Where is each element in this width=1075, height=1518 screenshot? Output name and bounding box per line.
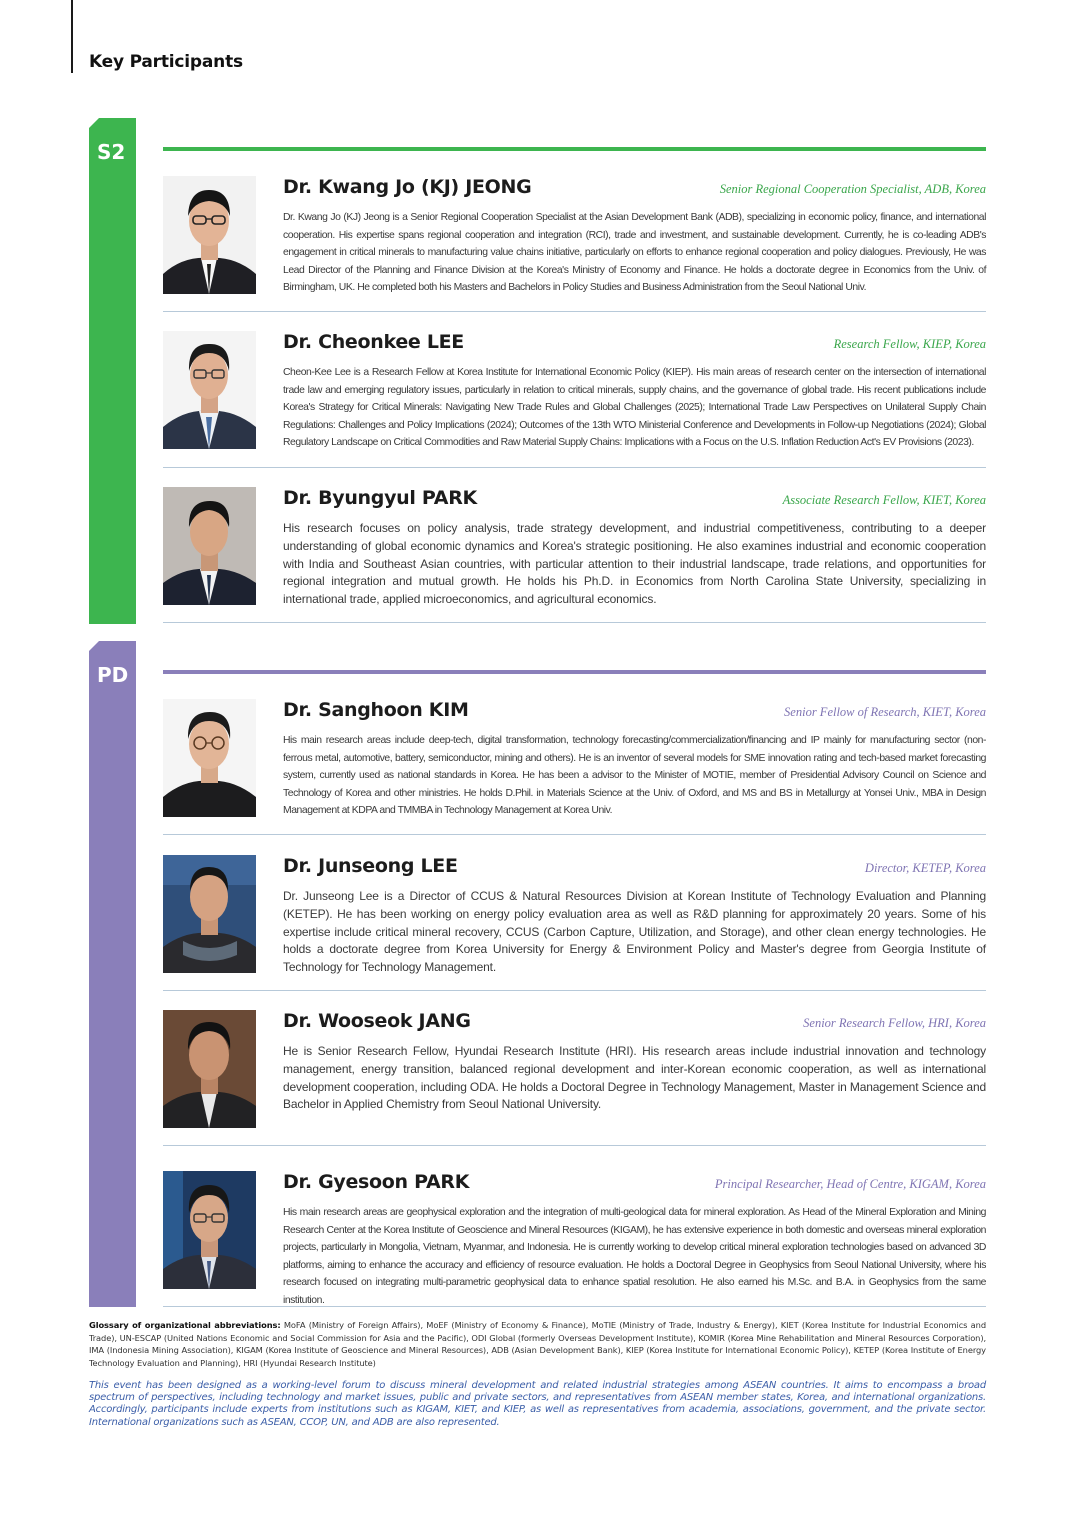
participant-name: Dr. Kwang Jo (KJ) JEONG [283,176,532,198]
participant-role: Director, KETEP, Korea [864,861,986,875]
section-rule-s2 [163,147,986,151]
participant-role: Research Fellow, KIEP, Korea [833,337,986,351]
section-label-s2: S2 [97,140,126,164]
separator [163,990,986,991]
glossary-title: Glossary of organizational abbreviations: [89,1320,281,1330]
participant-name: Dr. Byungyul PARK [283,487,477,509]
participant-photo [163,487,256,605]
participant-role: Senior Regional Cooperation Specialist, ADB, Korea [719,182,986,196]
separator [163,834,986,835]
section-bar-s2 [89,118,136,624]
separator [163,311,986,312]
participant-photo [163,1171,256,1289]
participant-name: Dr. Sanghoon KIM [283,699,469,721]
page-title: Key Participants [89,52,243,72]
participant-bio: His main research areas are geophysical exploration and the integration of multi-geological data for mineral exploration. As Head of the Mineral Exploration and Mining Research Center at the Korea Institute of Geoscience and Mineral Resources (KIGAM), he has extensive experience in both domestic and overseas mineral exploration projects, particularly in Mongolia, Vietnam, Myanmar, and Indonesia. He is currently working to develop critical mineral exploration technologies based on advanced 3D platforms, aiming to enhance the accuracy and efficiency of resource evaluation. He holds a Doctoral Degree in Geophysics from Seoul National University, where his research focused on integrating multi-parametric geophysical data to enhance spatial resolution. He also earned his M.Sc. and B.A. in Geophysics from the same institution. [283,1207,986,1306]
participant-bio: He is Senior Research Fellow, Hyundai Research Institute (HRI). His research areas include industrial innovation and technology management, energy transition, balanced regional development and inter-Korean economic cooperation, as well as international development cooperation, including ODA. He holds a Doctoral Degree in Technology Management, Master in Management Science and Bachelor in Applied Chemistry from Seoul National University. [283,1044,986,1112]
separator [163,1306,986,1307]
header-rule [71,0,73,73]
section-bar-pd [89,641,136,1307]
participant-bio: Dr. Kwang Jo (KJ) Jeong is a Senior Regional Cooperation Specialist at the Asian Development Bank (ADB), specializing in economic policy, finance, and international cooperation. His expertise spans regional cooperation and integration (RCI), trade and investment, and sustainable development. Currently, he is co-leading ADB's engagement in critical minerals to manufacturing value chains initiative, particularly on efforts to enhance regional cooperation and policy dialogues. Previously, He was Lead Director of the Planning and Finance Division at the Korea's Ministry of Economy and Finance. He holds a doctorate degree in Economics from the Univ. of Birmingham, UK. He completed both his Masters and Bachelors in Policy Studies and Business Administration from the Seoul National Univ. [283,212,986,294]
participant-bio: Dr. Junseong Lee is a Director of CCUS & Natural Resources Division at Korean Institute of Technology Evaluation and Planning (KETEP). He has been working on energy policy evaluation area as well as R&D planning for approximately 20 years. Some of his expertise include critical mineral recovery, CCUS (Carbon Capture, Utilization, and Storage), and other clean energy technologies. He holds a doctorate degree from Korea University for Energy & Environment Policy and Master's degree from Georgia Institute of Technology for Technology Management. [283,889,986,975]
separator [163,467,986,468]
participant-photo [163,699,256,817]
participant-role: Associate Research Fellow, KIET, Korea [782,493,986,507]
section-label-pd: PD [97,663,129,687]
section-bar-notch [89,118,99,128]
glossary-text: MoFA (Ministry of Foreign Affairs), MoEF (Ministry of Economy & Finance), MoTIE (Ministry of Trade, Industry & Energy), KIET (Korea Institute for Industrial Economics and Trade), UN-ESCAP (United Nations Economic and Social Commission for Asia and the Pacific), ODI Global (formerly Overseas Development Institute), KOMIR (Korea Mine Rehabilitation and Mineral Resources Corporation), IMA (Indonesia Mining Association), KIGAM (Korea Institute of Geoscience and Mineral Resources), ADB (Asian Development Bank), KIEP (Korea Institute for International Economic Policy), KETEP (Korea Institute of Energy Technology Evaluation and Planning), HRI (Hyundai Research Institute) [89,1320,986,1368]
participant-photo [163,331,256,449]
participant-role: Senior Fellow of Research, KIET, Korea [784,705,986,719]
participant-photo [163,855,256,973]
event-note: This event has been designed as a working-level forum to discuss mineral development and related industrial strategies among ASEAN countries. It aims to encompass a broad spectrum of perspectives, including technology and market issues, public and private sectors, and representatives from ASEAN member states, Korea, and international organizations. Accordingly, participants include experts from institutions such as KIGAM, KIET, and KIEP, as well as representatives from academia, associations, government, and the private sector. International organizations such as ASEAN, CCOP, UN, and ADB are also represented. [89,1380,986,1428]
separator [163,622,986,623]
participant-role: Senior Research Fellow, HRI, Korea [803,1016,986,1030]
section-rule-pd [163,670,986,674]
participant-photo [163,176,256,294]
participant-bio: His research focuses on policy analysis, trade strategy development, and industrial competitiveness, contributing to a deeper understanding of global economic dynamics and Korea's strategic positioning. He also examines industrial and economic cooperation with India and Southeast Asian countries, with particular attention to their industrial landscape, trade relations, and opportunities for regional integration and mutual growth. He holds his Ph.D. in Economics from North Carolina State University, specializing in international trade, applied microeconomics, and agricultural economics. [283,521,986,607]
separator [163,1145,986,1146]
glossary [89,1319,986,1369]
participant-name: Dr. Junseong LEE [283,855,458,877]
participant-name: Dr. Cheonkee LEE [283,331,464,353]
participant-name: Dr. Wooseok JANG [283,1010,471,1032]
participant-name: Dr. Gyesoon PARK [283,1171,470,1193]
participant-photo [163,1010,256,1128]
participant-bio: Cheon-Kee Lee is a Research Fellow at Korea Institute for International Economic Policy (KIEP). His main areas of research center on the intersection of international trade law and emerging regulatory issues, particularly in relation to critical minerals, supply chains, and the governance of global trade. His recent publications include Korea's Strategy for Critical Minerals: Navigating New Trade Rules and Global Challenges (2025); International Trade Law Perspectives on Unilateral Supply Chain Regulations: Challenges and Policy Implications (2024); Outcomes of the 13th WTO Ministerial Conference and Developments in Follow-up Negotiations (2024); Global Regulatory Landscape on Critical Commodities and Raw Material Supply Chains: Implications with a Focus on the U.S. Inflation Reduction Act's EV Provisions (2023). [283,367,986,449]
participant-bio: His main research areas include deep-tech, digital transformation, technology forecasting/commercialization/financing and IP mainly for manufacturing sector (non-ferrous metal, automotive, battery, semiconductor, mining and others). He is an inventor of several models for SME innovation rating and tech-based market forecasting system, currently used as national standards in Korea. He has been a advisor to the Minister of MOTIE, member of Presidential Advisory Council on Science and Technology of Korea and other ministries. He holds D.Phil. in Materials Science at the Univ. of Oxford, and MS and BS in Metallurgy at Yonsei Univ., MBA in Design Management at KDPA and TMMBA in Technology Management at Korea Univ. [283,735,986,817]
participant-role: Principal Researcher, Head of Centre, KIGAM, Korea [714,1177,986,1191]
section-bar-notch [89,641,99,651]
